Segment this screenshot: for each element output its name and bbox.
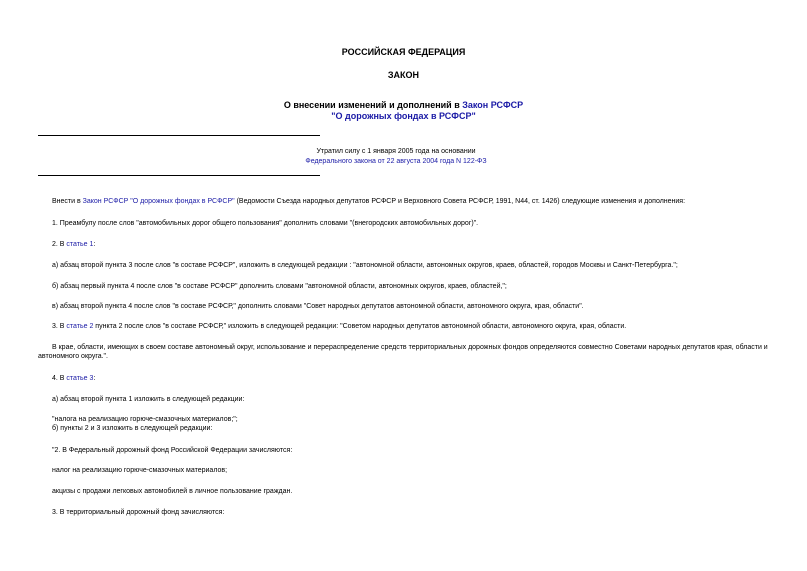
article-3-link[interactable]: статье 3 bbox=[66, 375, 94, 382]
law-title-link-1[interactable]: Закон РСФСР bbox=[462, 100, 524, 110]
article-1-link[interactable]: статье 1 bbox=[66, 241, 94, 248]
law-title-prefix: О внесении изменений и дополнений в bbox=[283, 100, 463, 110]
article-2-link[interactable]: статье 2 bbox=[66, 323, 94, 330]
paragraph-2c: в) абзац второй пункта 4 после слов "в составе РСФСР," дополнить словами "Совет народных депутатов автономной области, автономного округа, края, области". bbox=[52, 303, 584, 310]
repeal-note-link[interactable]: Федерального закона от 22 августа 2004 года N 122-ФЗ bbox=[305, 158, 487, 165]
law-title-line-1 bbox=[0, 100, 807, 110]
paragraph-1: 1. Преамбулу после слов "автомобильных дорог общего пользования" дополнить словами "(внегородских автомобильных дорог)". bbox=[52, 220, 479, 227]
intro-suffix: (Ведомости Съезда народных депутатов РСФСР и Верховного Совета РСФСР, 1991, N44, ст. 1426) следующие изменения и дополнения: bbox=[234, 198, 686, 205]
paragraph-4-suffix: : bbox=[93, 375, 96, 382]
paragraph-4b: б) пункты 2 и 3 изложить в следующей редакции: bbox=[52, 425, 213, 432]
divider-bottom bbox=[38, 175, 320, 176]
paragraph-4-prefix: 4. В bbox=[52, 375, 67, 382]
repeal-note-line-1: Утратил силу с 1 января 2005 года на основании bbox=[316, 148, 476, 155]
paragraph-4-fuel-tax: налог на реализацию горюче-смазочных материалов; bbox=[52, 467, 228, 474]
doc-type-heading: ЗАКОН bbox=[387, 70, 420, 80]
paragraph-4-excise: акцизы с продажи легковых автомобилей в личное пользование граждан. bbox=[52, 488, 293, 495]
paragraph-4-federal-fund: "2. В Федеральный дорожный фонд Российской Федерации зачисляются: bbox=[52, 447, 293, 454]
paragraph-4a-quote: "налога на реализацию горюче-смазочных материалов;"; bbox=[52, 416, 238, 423]
paragraph-2a: а) абзац второй пункта 3 после слов "в составе РСФСР", изложить в следующей редакции : "автономной области, автономных округов, краев, областей, городов Москвы и Санкт-Петербурга."; bbox=[52, 262, 678, 269]
law-title-link-2[interactable]: "О дорожных фондах в РСФСР" bbox=[331, 111, 476, 121]
divider-top bbox=[38, 135, 320, 136]
intro-prefix: Внести в bbox=[52, 198, 83, 205]
paragraph-3-suffix: пункта 2 после слов "в составе РСФСР," изложить в следующей редакции: "Советом народных депутатов автономной области, автономного округа, края, области. bbox=[93, 323, 627, 330]
law-title-line-2 bbox=[0, 111, 807, 121]
repeal-note bbox=[38, 147, 754, 167]
country-heading: РОССИЙСКАЯ ФЕДЕРАЦИЯ bbox=[341, 47, 466, 57]
intro-paragraph bbox=[38, 197, 783, 206]
paragraph-2-prefix: 2. В bbox=[52, 241, 67, 248]
paragraph-2-suffix: : bbox=[93, 241, 96, 248]
paragraph-3-continuation: В крае, области, имеющих в своем составе автономный округ, использование и перераспределение средств территориальных дорожных фондов определяются совместно Советами народных депутатов края, области и автономного округа.". bbox=[38, 344, 768, 360]
paragraph-2 bbox=[38, 240, 783, 249]
paragraph-3 bbox=[38, 322, 783, 331]
paragraph-2b: б) абзац первый пункта 4 после слов "в составе РСФСР" дополнить словами "автономной области, автономных округов, краев, областей,"; bbox=[52, 283, 507, 290]
paragraph-4 bbox=[38, 374, 783, 383]
paragraph-3-prefix: 3. В bbox=[52, 323, 67, 330]
intro-law-link[interactable]: Закон РСФСР "О дорожных фондах в РСФСР" bbox=[82, 198, 235, 205]
paragraph-4a: а) абзац второй пункта 1 изложить в следующей редакции: bbox=[52, 396, 245, 403]
paragraph-4-territorial-fund: 3. В территориальный дорожный фонд зачисляются: bbox=[52, 509, 225, 516]
